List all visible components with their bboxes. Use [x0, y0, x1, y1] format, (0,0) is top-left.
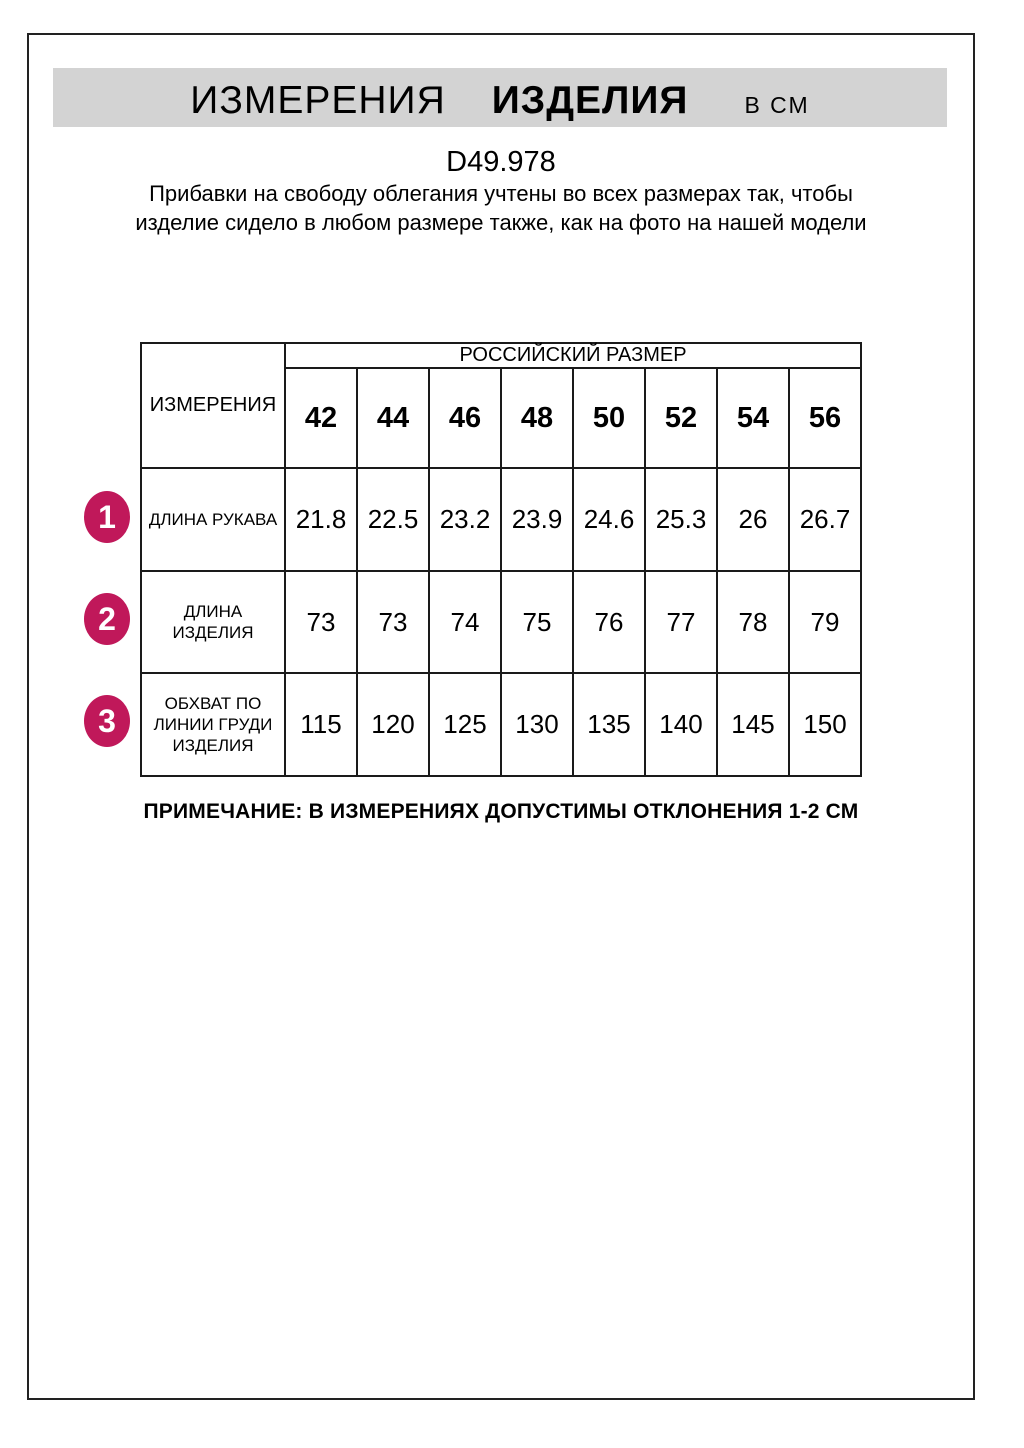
cell-value: 25.3	[645, 468, 717, 571]
size-header: 50	[573, 368, 645, 468]
table-corner-label: ИЗМЕРЕНИЯ	[141, 343, 285, 468]
title-word-product: ИЗДЕЛИЯ	[491, 79, 689, 122]
cell-value: 26	[717, 468, 789, 571]
cell-value: 150	[789, 673, 861, 776]
cell-value: 21.8	[285, 468, 357, 571]
fit-description: Прибавки на свободу облегания учтены во всех размерах так, чтобы изделие сидело в любом размере также, как на фото на нашей модели	[135, 181, 867, 235]
cell-value: 24.6	[573, 468, 645, 571]
cell-value: 115	[285, 673, 357, 776]
cell-value: 77	[645, 571, 717, 673]
table-row-chest-girth	[141, 673, 861, 776]
size-header: 54	[717, 368, 789, 468]
cell-value: 120	[357, 673, 429, 776]
cell-value: 135	[573, 673, 645, 776]
cell-value: 23.9	[501, 468, 573, 571]
measurements-table	[140, 342, 862, 777]
row-label: ДЛИНА ИЗДЕЛИЯ	[141, 571, 285, 673]
cell-value: 73	[285, 571, 357, 673]
row-label: ОБХВАТ ПО ЛИНИИ ГРУДИ ИЗДЕЛИЯ	[141, 673, 285, 776]
cell-value: 145	[717, 673, 789, 776]
row-marker-1: 1	[84, 491, 130, 543]
size-header: 42	[285, 368, 357, 468]
cell-value: 125	[429, 673, 501, 776]
table-row-garment-length	[141, 571, 861, 673]
size-header: 46	[429, 368, 501, 468]
size-header: 48	[501, 368, 573, 468]
cell-value: 26.7	[789, 468, 861, 571]
cell-value: 130	[501, 673, 573, 776]
cell-value: 79	[789, 571, 861, 673]
product-code: D49.978	[446, 146, 556, 178]
cell-value: 75	[501, 571, 573, 673]
cell-value: 74	[429, 571, 501, 673]
cell-value: 22.5	[357, 468, 429, 571]
cell-value: 140	[645, 673, 717, 776]
tolerance-note: ПРИМЕЧАНИЕ: В ИЗМЕРЕНИЯХ ДОПУСТИМЫ ОТКЛОНЕНИЯ 1-2 СМ	[143, 800, 859, 823]
cell-value: 23.2	[429, 468, 501, 571]
row-marker-3: 3	[84, 695, 130, 747]
size-group-header: РОССИЙСКИЙ РАЗМЕР	[285, 343, 861, 368]
cell-value: 78	[717, 571, 789, 673]
size-header: 44	[357, 368, 429, 468]
title-banner	[53, 68, 947, 127]
table-row-sleeve-length	[141, 468, 861, 571]
title-units: В СМ	[744, 92, 810, 118]
row-label: ДЛИНА РУКАВА	[141, 468, 285, 571]
size-header: 56	[789, 368, 861, 468]
size-header: 52	[645, 368, 717, 468]
cell-value: 73	[357, 571, 429, 673]
title-word-measurements: ИЗМЕРЕНИЯ	[190, 79, 446, 122]
cell-value: 76	[573, 571, 645, 673]
row-marker-2: 2	[84, 593, 130, 645]
